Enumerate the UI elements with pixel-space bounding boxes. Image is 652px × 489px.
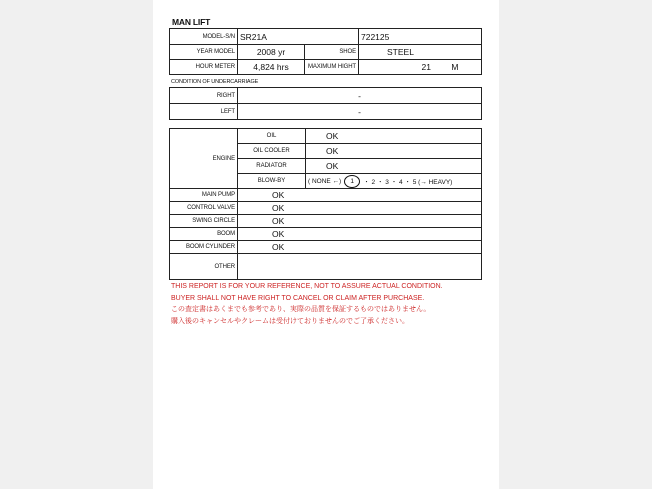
disclaimer-line: この査定書はあくまでも参考であり、実際の品質を保証するものではありません。: [171, 306, 431, 313]
disclaimer-line: 購入後のキャンセルやクレームは受付けておりませんのでご了承ください。: [171, 317, 409, 325]
year-label: YEAR MODEL: [170, 45, 238, 60]
year-value: 2008 yr: [238, 45, 305, 60]
disclaimer-line: BUYER SHALL NOT HAVE RIGHT TO CANCEL OR CLAIM AFTER PURCHASE.: [171, 294, 425, 302]
document-title: MAN LIFT: [172, 17, 211, 27]
inspection-row-value: OK: [238, 241, 482, 254]
engine-item-value: OK: [306, 129, 482, 144]
disclaimer-line: THIS REPORT IS FOR YOUR REFERENCE, NOT TO ASSURE ACTUAL CONDITION.: [171, 283, 443, 290]
undercarriage-title: CONDITION OF UNDERCARRIAGE: [171, 79, 259, 85]
max-height-cell: [359, 60, 482, 75]
shoe-label: SHOE: [305, 45, 359, 60]
engine-item-label: RADIATOR: [238, 159, 306, 174]
max-height-value: 21: [421, 62, 431, 72]
blowby-selected: 1: [344, 175, 360, 188]
serial-value: 722125: [359, 29, 482, 45]
engine-item-label: OIL COOLER: [238, 144, 306, 159]
blowby-scale: [306, 174, 482, 189]
engine-item-label: OIL: [238, 129, 306, 144]
shoe-value: STEEL: [359, 45, 482, 60]
blowby-label: BLOW-BY: [238, 174, 306, 189]
machine-info-table: [169, 28, 482, 75]
other-label: OTHER: [170, 254, 238, 280]
inspection-row-label: BOOM CYLINDER: [170, 241, 238, 254]
blowby-start: ( NONE ←): [308, 177, 342, 185]
model-label: MODEL-S/N: [170, 29, 238, 45]
inspection-row-value: OK: [238, 228, 482, 241]
hour-label: HOUR METER: [170, 60, 238, 75]
other-value: [238, 254, 482, 280]
hour-value: 4,824 hrs: [238, 60, 305, 75]
model-value: SR21A: [238, 29, 359, 45]
engine-item-value: OK: [306, 159, 482, 174]
max-height-label: MAXIMUM HIGHT: [305, 60, 359, 75]
right-value: -: [238, 88, 482, 104]
left-value: -: [238, 104, 482, 120]
undercarriage-table: [169, 87, 482, 120]
inspection-row-value: OK: [238, 215, 482, 228]
inspection-row-label: SWING CIRCLE: [170, 215, 238, 228]
inspection-row-label: CONTROL VALVE: [170, 202, 238, 215]
left-label: LEFT: [170, 104, 238, 120]
inspection-table: [169, 128, 482, 280]
engine-label: ENGINE: [170, 129, 238, 189]
right-label: RIGHT: [170, 88, 238, 104]
inspection-row-label: MAIN PUMP: [170, 189, 238, 202]
disclaimer-notes: [171, 281, 443, 327]
inspection-row-value: OK: [238, 189, 482, 202]
inspection-row-value: OK: [238, 202, 482, 215]
blowby-rest: ・ 2 ・ 3 ・ 4 ・ 5 (→ HEAVY): [363, 178, 453, 186]
max-height-unit: M: [451, 62, 459, 72]
inspection-row-label: BOOM: [170, 228, 238, 241]
engine-item-value: OK: [306, 144, 482, 159]
